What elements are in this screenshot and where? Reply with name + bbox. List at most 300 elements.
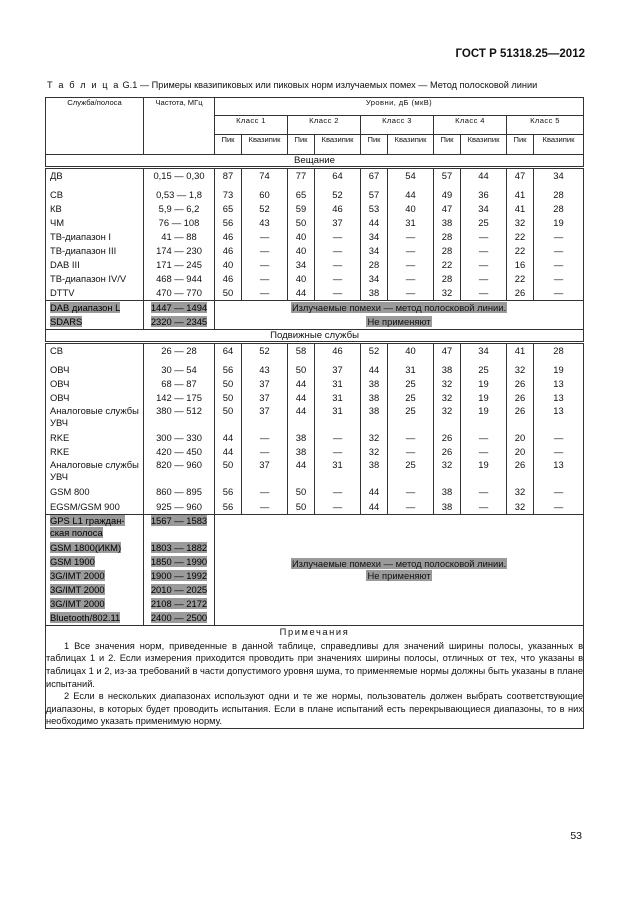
level-cell: 25 — [388, 391, 434, 405]
level-cell: — — [534, 431, 584, 445]
level-cell: 19 — [461, 391, 507, 405]
frequency-cell: 470 — 770 — [144, 286, 215, 301]
level-cell: 57 — [434, 168, 461, 188]
level-cell: — — [534, 485, 584, 499]
level-cell: 32 — [434, 377, 461, 391]
level-cell: 19 — [461, 377, 507, 391]
level-cell: — — [534, 286, 584, 301]
level-cell: 38 — [434, 500, 461, 515]
level-cell: 25 — [388, 377, 434, 391]
level-cell: 46 — [215, 230, 242, 244]
peak-header: Пик — [434, 134, 461, 154]
level-cell: 38 — [361, 286, 388, 301]
level-cell: 37 — [242, 391, 288, 405]
level-cell: — — [242, 286, 288, 301]
service-cell: ОВЧ — [46, 363, 144, 377]
level-cell: — — [315, 431, 361, 445]
not-applicable-line1: Излучаемые помехи — метод полосковой линии. — [291, 557, 507, 569]
class-header: Класс 5 — [507, 116, 584, 134]
level-cell: — — [461, 244, 507, 258]
level-cell: 58 — [288, 343, 315, 363]
level-cell: 40 — [288, 230, 315, 244]
level-cell: — — [461, 286, 507, 301]
frequency-cell: 925 — 960 — [144, 500, 215, 515]
level-cell: — — [315, 230, 361, 244]
level-cell: 31 — [315, 405, 361, 431]
frequency-cell: 820 — 960 — [144, 459, 215, 485]
level-cell: 40 — [288, 244, 315, 258]
level-cell: 64 — [315, 168, 361, 188]
level-cell: 46 — [215, 272, 242, 286]
level-cell: — — [461, 258, 507, 272]
level-cell: 19 — [534, 363, 584, 377]
service-highlight: 3G/IMT 2000 — [50, 597, 105, 609]
level-cell: 34 — [534, 168, 584, 188]
level-cell: 37 — [242, 405, 288, 431]
level-cell: 32 — [507, 500, 534, 515]
level-cell: 28 — [534, 343, 584, 363]
page-number: 53 — [570, 830, 582, 842]
level-cell: 44 — [288, 391, 315, 405]
level-cell: 37 — [315, 216, 361, 230]
class-header: Класс 1 — [215, 116, 288, 134]
service-cell: ЧМ — [46, 216, 144, 230]
level-cell: 64 — [215, 343, 242, 363]
service-cell: Аналоговые службы УВЧ — [46, 405, 144, 431]
qpeak-header: Квазипик — [242, 134, 288, 154]
level-cell: — — [461, 500, 507, 515]
level-cell: 22 — [434, 258, 461, 272]
level-cell: 32 — [507, 485, 534, 499]
level-cell: 16 — [507, 258, 534, 272]
frequency-cell: 174 — 230 — [144, 244, 215, 258]
level-cell: 50 — [288, 485, 315, 499]
level-cell: 26 — [507, 377, 534, 391]
frequency-highlight: 2320 — 2345 — [150, 316, 208, 328]
level-cell: 32 — [361, 445, 388, 459]
caption-label: Т а б л и ц а — [47, 80, 120, 90]
service-cell: ОВЧ — [46, 391, 144, 405]
section-title-row — [46, 330, 584, 343]
level-cell: — — [242, 230, 288, 244]
level-cell: 38 — [361, 459, 388, 485]
frequency-cell — [144, 315, 215, 330]
level-cell: 52 — [242, 202, 288, 216]
not-applicable-line2: Не применяют — [367, 569, 431, 581]
level-cell: 26 — [507, 286, 534, 301]
table-row — [46, 258, 584, 272]
not-applicable-row — [46, 301, 584, 316]
level-cell: — — [388, 258, 434, 272]
level-cell: 65 — [215, 202, 242, 216]
level-cell: 44 — [388, 188, 434, 202]
level-cell: 28 — [434, 272, 461, 286]
service-highlight: Bluetooth/802.11 — [50, 612, 121, 624]
level-cell: 25 — [461, 216, 507, 230]
level-cell: 34 — [288, 258, 315, 272]
level-cell: 31 — [315, 377, 361, 391]
frequency-cell: 26 — 28 — [144, 343, 215, 363]
level-cell: — — [242, 272, 288, 286]
table-row — [46, 363, 584, 377]
table-row — [46, 188, 584, 202]
level-cell: 26 — [507, 459, 534, 485]
notes-cell — [46, 626, 584, 729]
level-cell: 37 — [242, 377, 288, 391]
level-cell: 20 — [507, 445, 534, 459]
level-cell: 34 — [461, 202, 507, 216]
table-row — [46, 230, 584, 244]
level-cell: 47 — [434, 202, 461, 216]
level-cell: — — [534, 272, 584, 286]
qpeak-header: Квазипик — [534, 134, 584, 154]
document-header: ГОСТ Р 51318.25—2012 — [455, 48, 585, 60]
level-cell: 50 — [215, 405, 242, 431]
service-highlight: SDARS — [50, 316, 83, 328]
level-cell: 25 — [388, 405, 434, 431]
table-row — [46, 168, 584, 188]
frequency-cell — [144, 301, 215, 316]
level-cell: 46 — [215, 244, 242, 258]
caption-text: G.1 — Примеры квазипиковых или пиковых норм излучаемых помех — Метод полосковой линии — [119, 80, 538, 90]
level-cell: 47 — [434, 343, 461, 363]
service-cell: ДВ — [46, 168, 144, 188]
level-cell: 28 — [534, 188, 584, 202]
level-cell: — — [461, 230, 507, 244]
level-cell: — — [242, 445, 288, 459]
level-cell: 20 — [507, 431, 534, 445]
level-cell: 41 — [507, 202, 534, 216]
frequency-cell: 76 — 108 — [144, 216, 215, 230]
frequency-cell — [144, 597, 215, 611]
level-cell: 28 — [361, 258, 388, 272]
frequency-cell: 468 — 944 — [144, 272, 215, 286]
level-cell: 59 — [288, 202, 315, 216]
level-cell: 38 — [288, 445, 315, 459]
level-cell: 38 — [434, 363, 461, 377]
level-cell: 22 — [507, 230, 534, 244]
level-cell: — — [534, 500, 584, 515]
level-cell: — — [461, 272, 507, 286]
level-cell: 44 — [288, 377, 315, 391]
qpeak-header: Квазипик — [461, 134, 507, 154]
col-freq-header: Частота, МГц — [144, 98, 215, 155]
level-cell: 38 — [361, 377, 388, 391]
level-cell: 32 — [361, 431, 388, 445]
frequency-cell: 5,9 — 6,2 — [144, 202, 215, 216]
frequency-cell: 30 — 54 — [144, 363, 215, 377]
peak-header: Пик — [507, 134, 534, 154]
level-cell: 56 — [215, 485, 242, 499]
class-header: Класс 2 — [288, 116, 361, 134]
frequency-cell — [144, 583, 215, 597]
level-cell: 44 — [215, 431, 242, 445]
level-cell: 26 — [434, 445, 461, 459]
frequency-cell: 171 — 245 — [144, 258, 215, 272]
level-cell: — — [315, 258, 361, 272]
level-cell: 31 — [388, 216, 434, 230]
frequency-cell: 142 — 175 — [144, 391, 215, 405]
level-cell: 52 — [242, 343, 288, 363]
level-cell: 44 — [361, 363, 388, 377]
level-cell: 44 — [288, 286, 315, 301]
level-cell: 74 — [242, 168, 288, 188]
section-title: Вещание — [46, 155, 584, 168]
level-cell: 13 — [534, 377, 584, 391]
qpeak-header: Квазипик — [315, 134, 361, 154]
qpeak-header: Квазипик — [388, 134, 434, 154]
level-cell: — — [315, 286, 361, 301]
class-header: Класс 3 — [361, 116, 434, 134]
level-cell: 34 — [461, 343, 507, 363]
level-cell: 41 — [507, 188, 534, 202]
level-cell: — — [242, 258, 288, 272]
level-cell: 13 — [534, 405, 584, 431]
service-cell: DAB III — [46, 258, 144, 272]
service-highlight: GSM 1800(ИКМ) — [50, 541, 122, 553]
level-cell: — — [388, 500, 434, 515]
level-cell: 44 — [361, 485, 388, 499]
level-cell: 46 — [315, 202, 361, 216]
service-cell: EGSM/GSM 900 — [46, 500, 144, 515]
service-cell: Аналоговые службы УВЧ — [46, 459, 144, 485]
level-cell: 38 — [361, 405, 388, 431]
level-cell: 32 — [507, 216, 534, 230]
level-cell: 46 — [315, 343, 361, 363]
level-cell: 77 — [288, 168, 315, 188]
level-cell: 50 — [288, 216, 315, 230]
frequency-cell — [144, 555, 215, 569]
level-cell: — — [388, 244, 434, 258]
level-cell: 47 — [507, 168, 534, 188]
level-cell: 19 — [534, 216, 584, 230]
level-cell: — — [461, 431, 507, 445]
notes-title: Примечания — [279, 627, 350, 638]
level-cell: — — [534, 230, 584, 244]
table-row — [46, 216, 584, 230]
level-cell: — — [315, 272, 361, 286]
level-cell: — — [242, 431, 288, 445]
level-cell: — — [388, 431, 434, 445]
level-cell: 52 — [361, 343, 388, 363]
frequency-cell: 380 — 512 — [144, 405, 215, 431]
frequency-cell: 860 — 895 — [144, 485, 215, 499]
service-cell: ОВЧ — [46, 377, 144, 391]
frequency-cell — [144, 611, 215, 626]
table-row — [46, 431, 584, 445]
frequency-cell: 420 — 450 — [144, 445, 215, 459]
level-cell: 38 — [434, 216, 461, 230]
level-cell: 41 — [507, 343, 534, 363]
level-cell: 31 — [388, 363, 434, 377]
level-cell: 44 — [288, 459, 315, 485]
service-cell: RKE — [46, 445, 144, 459]
service-cell: ТВ-диапазон III — [46, 244, 144, 258]
table-row — [46, 272, 584, 286]
not-applicable-note — [215, 301, 584, 330]
level-cell: — — [315, 244, 361, 258]
level-cell: 31 — [315, 459, 361, 485]
level-cell: — — [388, 445, 434, 459]
level-cell: 40 — [388, 343, 434, 363]
section-title: Подвижные службы — [46, 330, 584, 343]
frequency-cell — [144, 541, 215, 555]
level-cell: 54 — [388, 168, 434, 188]
level-cell: 31 — [315, 391, 361, 405]
table-row — [46, 500, 584, 515]
table-row — [46, 445, 584, 459]
level-cell: 43 — [242, 216, 288, 230]
service-highlight: 3G/IMT 2000 — [50, 583, 105, 595]
level-cell: 56 — [215, 500, 242, 515]
level-cell: 37 — [242, 459, 288, 485]
level-cell: 26 — [507, 405, 534, 431]
level-cell: — — [461, 485, 507, 499]
service-cell: DTTV — [46, 286, 144, 301]
level-cell: 57 — [361, 188, 388, 202]
service-cell: RKE — [46, 431, 144, 445]
level-cell: — — [534, 445, 584, 459]
level-cell: 32 — [434, 286, 461, 301]
frequency-highlight: 2108 — 2172 — [150, 597, 208, 609]
level-cell: 50 — [215, 459, 242, 485]
level-cell: — — [461, 445, 507, 459]
note-2: 2 Если в нескольких диапазонах используют одни и те же нормы, пользователь должен выбрать соответствующие диапазоны, в которых будет проводить испытания. Если в плане испытаний есть перекрывающиеся диапазоны, то в них необходимо указать применимую норму. — [46, 691, 584, 727]
level-cell: 13 — [534, 459, 584, 485]
header-row — [46, 98, 584, 116]
service-cell: ТВ-диапазон IV/V — [46, 272, 144, 286]
not-applicable-line2: Не применяют — [367, 316, 431, 328]
frequency-highlight: 2400 — 2500 — [150, 612, 208, 624]
level-cell: 44 — [361, 500, 388, 515]
level-cell: 56 — [215, 363, 242, 377]
table-row — [46, 405, 584, 431]
level-cell: 44 — [361, 216, 388, 230]
level-cell: 50 — [215, 286, 242, 301]
notes-row — [46, 626, 584, 729]
level-cell: 43 — [242, 363, 288, 377]
level-cell: 50 — [215, 391, 242, 405]
level-cell: 50 — [215, 377, 242, 391]
peak-header: Пик — [288, 134, 315, 154]
service-cell: СВ — [46, 343, 144, 363]
table-row — [46, 485, 584, 499]
level-cell: 60 — [242, 188, 288, 202]
service-cell: СВ — [46, 188, 144, 202]
level-cell: 25 — [461, 363, 507, 377]
level-cell: 49 — [434, 188, 461, 202]
level-cell: — — [242, 244, 288, 258]
level-cell: 40 — [388, 202, 434, 216]
level-cell: 38 — [434, 485, 461, 499]
service-cell — [46, 301, 144, 316]
not-applicable-line1: Излучаемые помехи — метод полосковой линии. — [291, 302, 507, 314]
not-applicable-note — [215, 514, 584, 626]
frequency-cell — [144, 514, 215, 541]
level-cell: — — [388, 286, 434, 301]
peak-header: Пик — [215, 134, 242, 154]
table-row — [46, 343, 584, 363]
level-cell: — — [388, 272, 434, 286]
section-title-row — [46, 155, 584, 168]
level-cell: 44 — [215, 445, 242, 459]
service-highlight: GPS L1 граждан-ская полоса — [50, 514, 125, 538]
level-cell: 37 — [315, 363, 361, 377]
table-row — [46, 286, 584, 301]
service-highlight: 3G/IMT 2000 — [50, 569, 105, 581]
frequency-cell: 0,15 — 0,30 — [144, 168, 215, 188]
frequency-highlight: 1850 — 1990 — [150, 555, 208, 567]
table-row — [46, 459, 584, 485]
level-cell: 36 — [461, 188, 507, 202]
level-cell: 34 — [361, 244, 388, 258]
col-service-header: Служба/полоса — [46, 98, 144, 155]
level-cell: — — [242, 500, 288, 515]
level-cell: 19 — [461, 459, 507, 485]
level-cell: 22 — [507, 272, 534, 286]
service-cell — [46, 597, 144, 611]
table-row — [46, 202, 584, 216]
level-cell: — — [315, 445, 361, 459]
peak-header: Пик — [361, 134, 388, 154]
service-cell — [46, 583, 144, 597]
level-cell: 28 — [434, 244, 461, 258]
level-cell: 32 — [507, 363, 534, 377]
frequency-highlight: 2010 — 2025 — [150, 583, 208, 595]
level-cell: 28 — [434, 230, 461, 244]
level-cell: 67 — [361, 168, 388, 188]
service-cell — [46, 611, 144, 626]
level-cell: 28 — [534, 202, 584, 216]
level-cell: 32 — [434, 459, 461, 485]
level-cell: 73 — [215, 188, 242, 202]
level-cell: 44 — [461, 168, 507, 188]
table-caption — [47, 80, 537, 90]
service-cell — [46, 541, 144, 555]
level-cell: — — [534, 244, 584, 258]
level-cell: 38 — [288, 431, 315, 445]
level-cell: 40 — [215, 258, 242, 272]
level-cell: 65 — [288, 188, 315, 202]
frequency-cell: 68 — 87 — [144, 377, 215, 391]
service-cell: КВ — [46, 202, 144, 216]
level-cell: 34 — [361, 230, 388, 244]
level-cell: — — [315, 500, 361, 515]
level-cell: 19 — [461, 405, 507, 431]
level-cell: — — [315, 485, 361, 499]
limits-table — [45, 97, 584, 729]
level-cell: — — [388, 230, 434, 244]
service-highlight: GSM 1900 — [50, 555, 95, 567]
level-cell: 13 — [534, 391, 584, 405]
level-cell: 25 — [388, 459, 434, 485]
table-row — [46, 244, 584, 258]
frequency-cell: 41 — 88 — [144, 230, 215, 244]
level-cell: 22 — [507, 244, 534, 258]
table-row — [46, 391, 584, 405]
class-header: Класс 4 — [434, 116, 507, 134]
service-highlight: DAB диапазон L — [50, 302, 121, 314]
levels-header: Уровни, дБ (мкВ) — [215, 98, 584, 116]
level-cell: — — [534, 258, 584, 272]
service-cell — [46, 555, 144, 569]
level-cell: 32 — [434, 405, 461, 431]
level-cell: 50 — [288, 363, 315, 377]
frequency-highlight: 1447 — 1494 — [150, 302, 208, 314]
not-applicable-row — [46, 514, 584, 541]
level-cell: 32 — [434, 391, 461, 405]
service-cell — [46, 514, 144, 541]
